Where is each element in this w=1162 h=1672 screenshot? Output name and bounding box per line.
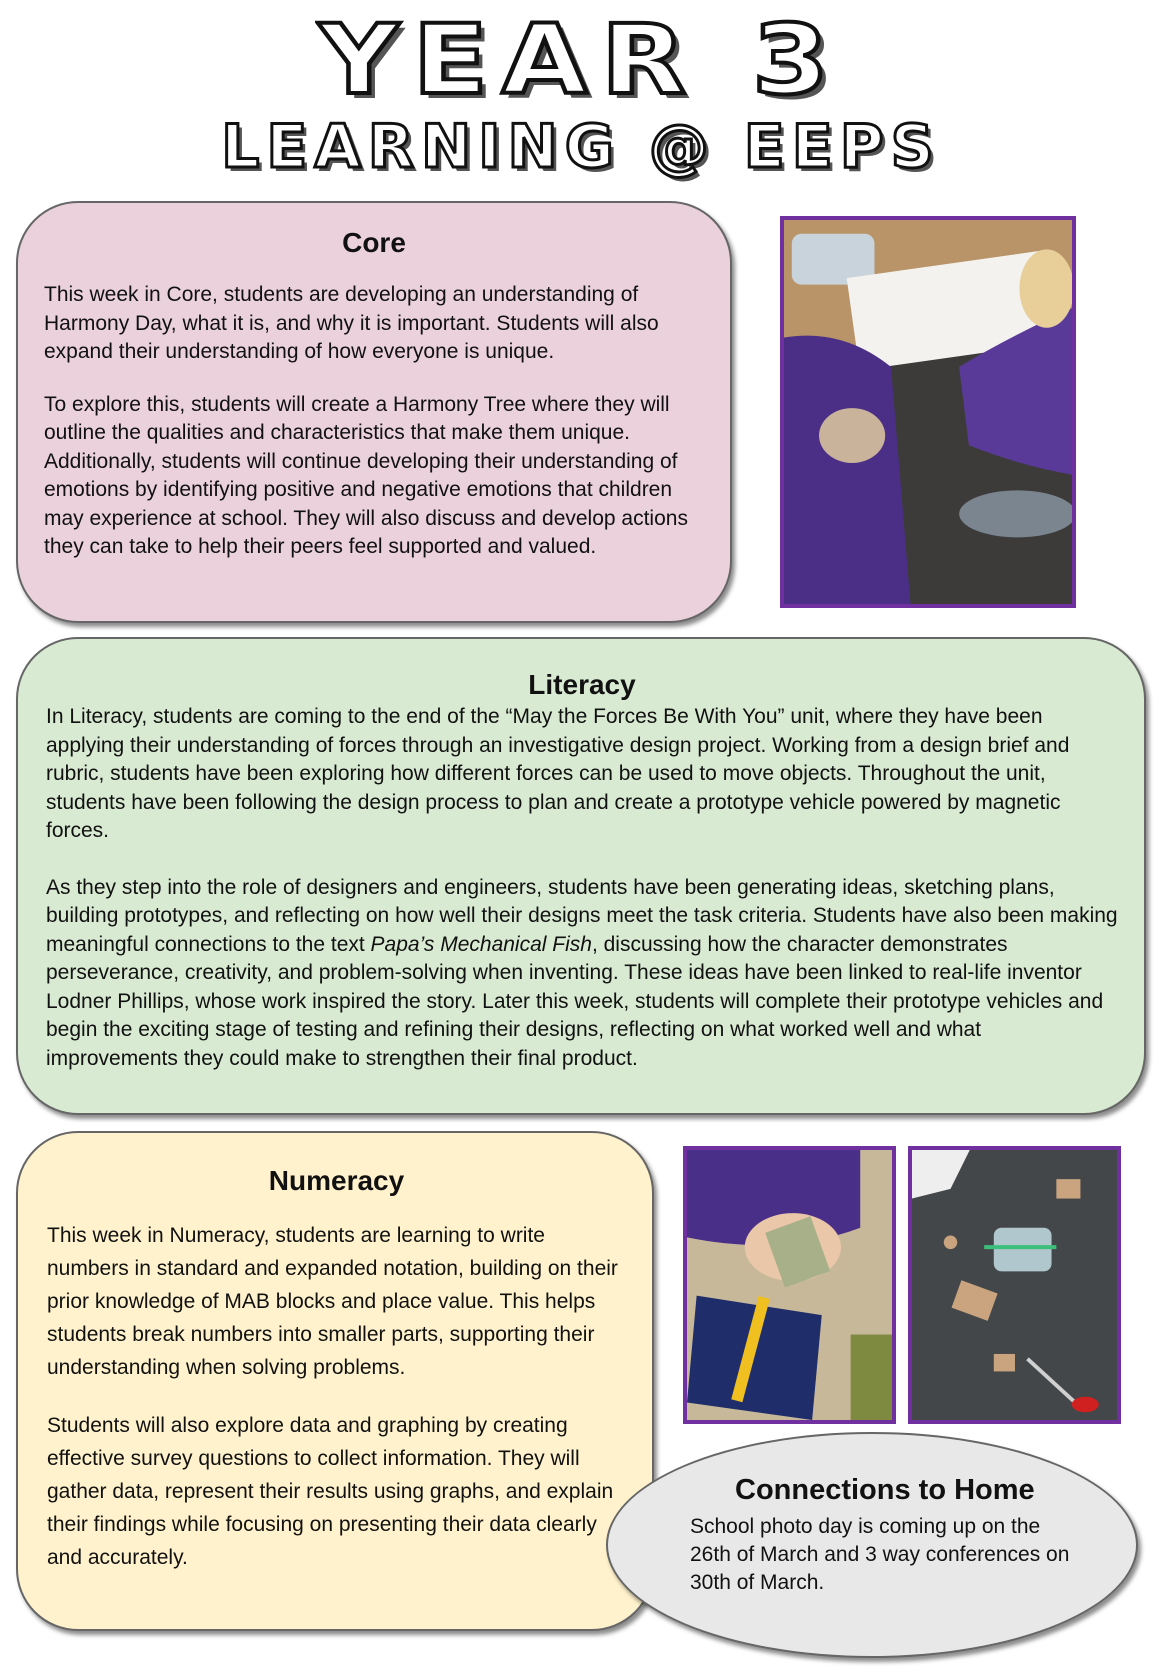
literacy-paragraph-2-text-end: , discussing how the character demonstrates perseverance, creativity, and problem-solving when inventing. These ideas have been linked to real-life inventor Lodner Phillips, whose work inspired the story. Later this week, students will complete their prototype vehicles and begin the exciting stage of testing and refining their designs, reflecting on what worked well and what improvements they could make to strengthen their final product. (46, 932, 1104, 1070)
prototype-building-photo (683, 1146, 896, 1424)
page-title: YEAR 3 (319, 4, 843, 116)
core-section (16, 201, 732, 623)
core-heading: Core (342, 227, 406, 258)
numeracy-paragraph-2: Students will also explore data and graphing by creating effective survey questions to collect information. They will gather data, represent their results using graphs, and explain their findings while focusing on presenting their data clearly and accurately. (47, 1414, 614, 1569)
book-title: Papa’s Mechanical Fish (370, 932, 592, 956)
core-paragraph-2: To explore this, students will create a Harmony Tree where they will outline the qualities and characteristics that make them unique. Additionally, students will continue developing their understanding of emotions by identifying positive and negative emotions that children may experience at school. They will also discuss and develop actions they can take to help their peers feel supported and valued. (44, 392, 688, 558)
connections-to-home-section (606, 1432, 1138, 1658)
literacy-heading: Literacy (528, 669, 636, 700)
page-header (0, 4, 1162, 182)
literacy-paragraph-2 (46, 874, 1118, 1074)
core-paragraph-1: This week in Core, students are developing an understanding of Harmony Day, what it is, and why it is important. Students will also expand their understanding of how everyone is unique. (44, 283, 659, 363)
core-classroom-photo (780, 216, 1076, 608)
connections-heading: Connections to Home (735, 1474, 1035, 1506)
numeracy-heading: Numeracy (268, 1165, 405, 1196)
connections-text: School photo day is coming up on the 26th of March and 3 way conferences on 30th of March. (690, 1515, 1070, 1594)
numeracy-paragraph-1: This week in Numeracy, students are learning to write numbers in standard and expanded notation, building on their prior knowledge of MAB blocks and place value. This helps students break numbers into smaller parts, supporting their understanding when solving problems. (47, 1224, 618, 1379)
literacy-section (16, 637, 1146, 1115)
literacy-paragraph-1: In Literacy, students are coming to the end of the “May the Forces Be With You” unit, where they have been applying their understanding of forces through an investigative design project. Working from a design brief and rubric, students have been exploring how different forces can be used to move objects. Throughout the unit, students have been following the design process to plan and create a prototype vehicle powered by magnetic forces. (46, 705, 1070, 842)
numeracy-section (16, 1131, 654, 1631)
literacy-paragraph-2-text: As they step into the role of designers and engineers, students have been generating ideas, sketching plans, building prototypes, and reflecting on how well their designs meet the task criteria. Students have also been making meaningful connections to the text (46, 875, 1118, 956)
page-subtitle: LEARNING @ EEPS (221, 112, 941, 182)
prototype-vehicle-photo (908, 1146, 1121, 1424)
